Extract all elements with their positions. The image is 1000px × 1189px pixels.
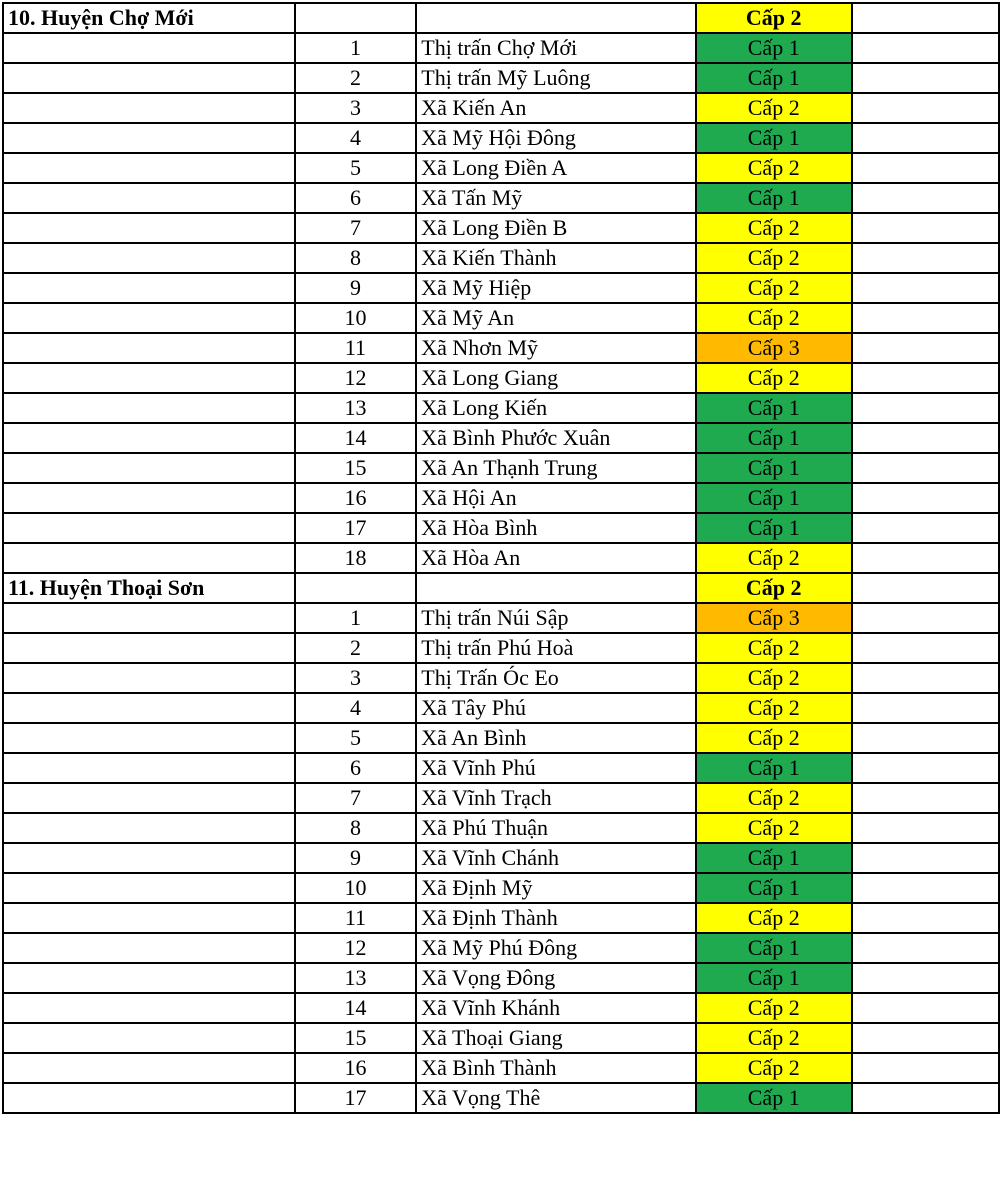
row-number: 18 [295, 543, 417, 573]
level-cell: Cấp 1 [696, 33, 852, 63]
table-row [3, 1053, 999, 1083]
empty-cell [3, 303, 295, 333]
level-cell: Cấp 1 [696, 123, 852, 153]
level-cell: Cấp 2 [696, 303, 852, 333]
empty-cell [3, 933, 295, 963]
level-cell: Cấp 2 [696, 783, 852, 813]
level-cell: Cấp 1 [696, 423, 852, 453]
level-cell: Cấp 1 [696, 453, 852, 483]
level-cell: Cấp 2 [696, 993, 852, 1023]
commune-name: Xã Hòa An [416, 543, 696, 573]
row-number: 14 [295, 423, 417, 453]
empty-cell [3, 453, 295, 483]
empty-cell [852, 843, 999, 873]
empty-cell [852, 483, 999, 513]
empty-cell [852, 663, 999, 693]
row-number: 10 [295, 303, 417, 333]
empty-cell [852, 783, 999, 813]
empty-cell [3, 1083, 295, 1113]
level-cell: Cấp 1 [696, 63, 852, 93]
level-cell: Cấp 3 [696, 333, 852, 363]
table-row [3, 753, 999, 783]
row-number: 8 [295, 813, 417, 843]
commune-name: Xã Hội An [416, 483, 696, 513]
row-number: 5 [295, 153, 417, 183]
row-number: 12 [295, 363, 417, 393]
empty-cell [852, 513, 999, 543]
table-row [3, 453, 999, 483]
empty-cell [852, 393, 999, 423]
empty-cell [852, 93, 999, 123]
table-row [3, 633, 999, 663]
row-number: 9 [295, 843, 417, 873]
table-row [3, 333, 999, 363]
commune-name: Xã Bình Thành [416, 1053, 696, 1083]
table-row [3, 393, 999, 423]
table-row [3, 273, 999, 303]
row-number: 3 [295, 663, 417, 693]
commune-name: Xã Nhơn Mỹ [416, 333, 696, 363]
commune-name: Xã Tấn Mỹ [416, 183, 696, 213]
row-number: 10 [295, 873, 417, 903]
commune-name: Xã Tây Phú [416, 693, 696, 723]
empty-cell [852, 693, 999, 723]
empty-cell [852, 1083, 999, 1113]
empty-cell [3, 753, 295, 783]
commune-name: Xã Hòa Bình [416, 513, 696, 543]
table-row [3, 363, 999, 393]
commune-name: Thị trấn Mỹ Luông [416, 63, 696, 93]
commune-name: Xã Vĩnh Phú [416, 753, 696, 783]
table-row [3, 903, 999, 933]
row-number: 9 [295, 273, 417, 303]
table-row [3, 873, 999, 903]
level-cell: Cấp 2 [696, 273, 852, 303]
level-cell: Cấp 1 [696, 873, 852, 903]
row-number: 12 [295, 933, 417, 963]
table-row [3, 843, 999, 873]
empty-cell [3, 123, 295, 153]
table-row [3, 423, 999, 453]
empty-cell [852, 813, 999, 843]
district-name: 11. Huyện Thoại Sơn [3, 573, 295, 603]
commune-name: Xã An Thạnh Trung [416, 453, 696, 483]
level-cell: Cấp 1 [696, 753, 852, 783]
level-cell: Cấp 2 [696, 723, 852, 753]
empty-cell [852, 933, 999, 963]
table-row [3, 123, 999, 153]
level-cell: Cấp 2 [696, 93, 852, 123]
level-cell: Cấp 2 [696, 663, 852, 693]
empty-cell [852, 873, 999, 903]
spreadsheet-table [2, 2, 1000, 1114]
empty-cell [3, 333, 295, 363]
empty-cell [852, 1053, 999, 1083]
row-number: 4 [295, 123, 417, 153]
empty-cell [852, 123, 999, 153]
row-number: 5 [295, 723, 417, 753]
row-number: 3 [295, 93, 417, 123]
commune-name: Thị trấn Chợ Mới [416, 33, 696, 63]
commune-name: Xã Mỹ Hội Đông [416, 123, 696, 153]
row-number: 7 [295, 783, 417, 813]
commune-name: Xã Thoại Giang [416, 1023, 696, 1053]
level-cell: Cấp 2 [696, 543, 852, 573]
empty-cell [3, 363, 295, 393]
empty-cell [3, 93, 295, 123]
table-row [3, 723, 999, 753]
empty-cell [3, 633, 295, 663]
commune-name: Xã Định Mỹ [416, 873, 696, 903]
empty-cell [3, 153, 295, 183]
level-cell: Cấp 1 [696, 963, 852, 993]
district-header-row [3, 573, 999, 603]
empty-cell [852, 573, 999, 603]
row-number: 14 [295, 993, 417, 1023]
empty-cell [3, 273, 295, 303]
level-cell: Cấp 2 [696, 903, 852, 933]
level-cell: Cấp 2 [696, 1053, 852, 1083]
empty-cell [3, 993, 295, 1023]
commune-name: Xã Phú Thuận [416, 813, 696, 843]
empty-cell [3, 33, 295, 63]
level-cell: Cấp 2 [696, 213, 852, 243]
table-row [3, 183, 999, 213]
level-cell: Cấp 1 [696, 1083, 852, 1113]
commune-name: Xã Vọng Thê [416, 1083, 696, 1113]
empty-cell [852, 273, 999, 303]
empty-cell [3, 183, 295, 213]
empty-cell [852, 33, 999, 63]
commune-name: Xã Vĩnh Khánh [416, 993, 696, 1023]
district-level: Cấp 2 [696, 573, 852, 603]
commune-name: Xã Long Điền A [416, 153, 696, 183]
level-cell: Cấp 2 [696, 153, 852, 183]
level-cell: Cấp 2 [696, 813, 852, 843]
table-row [3, 513, 999, 543]
empty-cell [3, 1053, 295, 1083]
empty-cell [852, 903, 999, 933]
level-cell: Cấp 2 [696, 243, 852, 273]
table-row [3, 1023, 999, 1053]
empty-cell [3, 1023, 295, 1053]
table-row [3, 93, 999, 123]
commune-name: Thị Trấn Óc Eo [416, 663, 696, 693]
empty-cell [852, 183, 999, 213]
table-row [3, 303, 999, 333]
commune-name: Xã Long Kiến [416, 393, 696, 423]
empty-cell [3, 873, 295, 903]
commune-name: Xã Vọng Đông [416, 963, 696, 993]
empty-cell [3, 723, 295, 753]
empty-cell [3, 63, 295, 93]
table-body [3, 3, 999, 1113]
row-number: 6 [295, 753, 417, 783]
row-number: 13 [295, 963, 417, 993]
empty-cell [852, 213, 999, 243]
table-row [3, 993, 999, 1023]
empty-cell [852, 723, 999, 753]
commune-name: Xã Mỹ Hiệp [416, 273, 696, 303]
row-number: 15 [295, 1023, 417, 1053]
empty-cell [295, 573, 417, 603]
district-header-row [3, 3, 999, 33]
level-cell: Cấp 2 [696, 633, 852, 663]
district-name: 10. Huyện Chợ Mới [3, 3, 295, 33]
empty-cell [3, 423, 295, 453]
row-number: 2 [295, 633, 417, 663]
row-number: 16 [295, 1053, 417, 1083]
empty-cell [3, 963, 295, 993]
empty-cell [852, 753, 999, 783]
empty-cell [852, 543, 999, 573]
empty-cell [3, 393, 295, 423]
level-cell: Cấp 1 [696, 843, 852, 873]
row-number: 15 [295, 453, 417, 483]
level-cell: Cấp 1 [696, 483, 852, 513]
empty-cell [3, 243, 295, 273]
row-number: 11 [295, 903, 417, 933]
table-row [3, 243, 999, 273]
table-row [3, 813, 999, 843]
level-cell: Cấp 2 [696, 693, 852, 723]
empty-cell [3, 813, 295, 843]
empty-cell [3, 903, 295, 933]
commune-name: Xã Mỹ Phú Đông [416, 933, 696, 963]
level-cell: Cấp 1 [696, 183, 852, 213]
row-number: 16 [295, 483, 417, 513]
level-cell: Cấp 2 [696, 1023, 852, 1053]
empty-cell [852, 993, 999, 1023]
empty-cell [3, 483, 295, 513]
commune-name: Xã Vĩnh Trạch [416, 783, 696, 813]
empty-cell [3, 663, 295, 693]
empty-cell [852, 603, 999, 633]
row-number: 4 [295, 693, 417, 723]
table-row [3, 693, 999, 723]
table-row [3, 33, 999, 63]
commune-name: Xã An Bình [416, 723, 696, 753]
commune-name: Xã Kiến An [416, 93, 696, 123]
table-row [3, 783, 999, 813]
empty-cell [3, 213, 295, 243]
row-number: 17 [295, 1083, 417, 1113]
commune-name: Thị trấn Núi Sập [416, 603, 696, 633]
empty-cell [3, 693, 295, 723]
table-row [3, 213, 999, 243]
row-number: 1 [295, 603, 417, 633]
empty-cell [852, 63, 999, 93]
empty-cell [852, 363, 999, 393]
table-row [3, 153, 999, 183]
row-number: 17 [295, 513, 417, 543]
empty-cell [852, 963, 999, 993]
empty-cell [3, 543, 295, 573]
row-number: 1 [295, 33, 417, 63]
empty-cell [3, 603, 295, 633]
empty-cell [852, 1023, 999, 1053]
empty-cell [852, 243, 999, 273]
level-cell: Cấp 2 [696, 363, 852, 393]
empty-cell [295, 3, 417, 33]
level-cell: Cấp 1 [696, 393, 852, 423]
row-number: 6 [295, 183, 417, 213]
empty-cell [852, 633, 999, 663]
empty-cell [3, 843, 295, 873]
table-row [3, 933, 999, 963]
table-row [3, 963, 999, 993]
empty-cell [852, 423, 999, 453]
empty-cell [852, 153, 999, 183]
empty-cell [416, 573, 696, 603]
empty-cell [3, 513, 295, 543]
empty-cell [852, 303, 999, 333]
row-number: 2 [295, 63, 417, 93]
commune-name: Xã Long Điền B [416, 213, 696, 243]
table-row [3, 663, 999, 693]
empty-cell [416, 3, 696, 33]
empty-cell [852, 453, 999, 483]
table-row [3, 63, 999, 93]
table-row [3, 1083, 999, 1113]
row-number: 7 [295, 213, 417, 243]
commune-name: Xã Vĩnh Chánh [416, 843, 696, 873]
commune-name: Thị trấn Phú Hoà [416, 633, 696, 663]
level-cell: Cấp 3 [696, 603, 852, 633]
commune-name: Xã Long Giang [416, 363, 696, 393]
row-number: 8 [295, 243, 417, 273]
district-level: Cấp 2 [696, 3, 852, 33]
table-row [3, 483, 999, 513]
empty-cell [3, 783, 295, 813]
row-number: 13 [295, 393, 417, 423]
row-number: 11 [295, 333, 417, 363]
empty-cell [852, 3, 999, 33]
table-row [3, 603, 999, 633]
empty-cell [852, 333, 999, 363]
commune-name: Xã Định Thành [416, 903, 696, 933]
level-cell: Cấp 1 [696, 933, 852, 963]
commune-name: Xã Kiến Thành [416, 243, 696, 273]
commune-name: Xã Mỹ An [416, 303, 696, 333]
commune-name: Xã Bình Phước Xuân [416, 423, 696, 453]
level-cell: Cấp 1 [696, 513, 852, 543]
table-row [3, 543, 999, 573]
